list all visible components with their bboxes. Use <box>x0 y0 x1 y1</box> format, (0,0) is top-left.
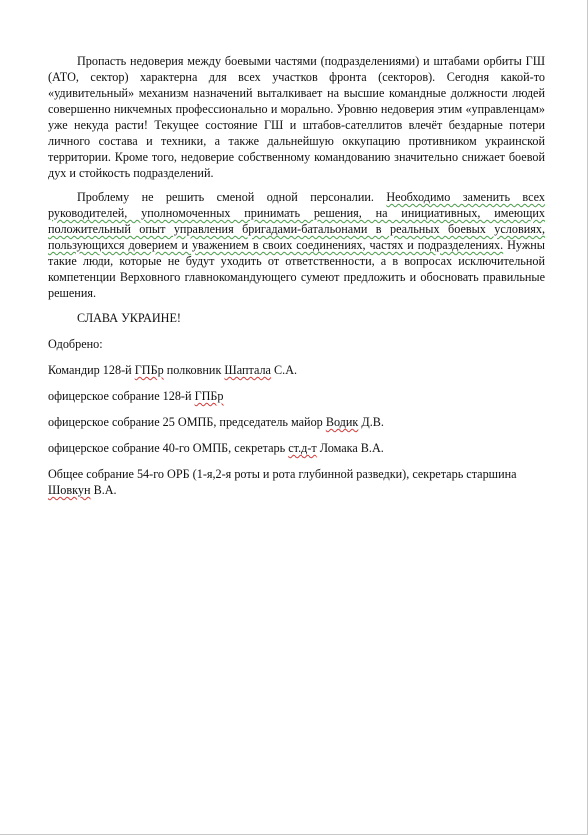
approved-label: Одобрено: <box>48 337 103 351</box>
document-body <box>48 53 545 508</box>
signature-line-3 <box>48 414 545 430</box>
sig1-part-a: Командир 128-й <box>48 363 135 377</box>
sig4-part-a: офицерское собрание 40-го ОМПБ, секретарь <box>48 441 289 455</box>
signature-line-1 <box>48 362 545 378</box>
sig2-part-a: офицерское собрание 128-й <box>48 389 195 403</box>
paragraph-2-start: Проблему не решить сменой одной персоналии. <box>77 190 387 204</box>
signature-line-4 <box>48 440 545 456</box>
sig1-part-e: С.А. <box>270 363 298 377</box>
paragraph-2-end: Нужны такие люди, которые не будут уходить от ответственности, а в вопросах исключительной компетенции Верховного главнокомандующего сумеют предложить и обосновать правильные решения. <box>48 238 545 300</box>
grammar-marked-sentence: Необходимо заменить всех руководителей, уполномоченных принимать решения, на инициативных, имеющих положительный опыт управления бригадами-батальонами в реальных боевых условиях, пользующихся доверием и уважением в своих соединениях, частях и подразделениях. <box>48 190 545 252</box>
paragraph-1: Пропасть недоверия между боевыми частями (подразделениями) и штабами орбиты ГШ (АТО, сектор) характерна для всех участков фронта (секторов). Сегодня какой-то «удивительный» механизм назначений выталкивает на высшие командные должности людей совершенно никчемных профессионально и морально. Уровню недоверия этим «управленцам» уже некуда расти! Текущее состояние ГШ и штабов-сателлитов влечёт бездарные потери личного состава и техники, а также дальнейшую оккупацию противником украинской территории. Кроме того, недоверие собственному командованию значительно снижает боевой дух и стойкость подразделений. <box>48 54 545 180</box>
sig3-part-a: офицерское собрание 25 ОМПБ, председатель майор <box>48 415 326 429</box>
sig2-spell-marked: ГПБр <box>194 389 224 403</box>
sig4-spell-marked: ст.д-т <box>288 441 317 455</box>
paragraph-2 <box>48 189 545 301</box>
sig5-part-c: В.А. <box>90 483 117 497</box>
sig3-spell-marked: Водик <box>325 415 359 429</box>
sig4-part-c: Ломака В.А. <box>316 441 384 455</box>
sig3-part-c: Д.В. <box>358 415 384 429</box>
sig5-spell-marked: Шовкун <box>48 483 91 497</box>
signature-line-5 <box>48 466 545 498</box>
sig1-spell-marked-2: Шаптала <box>224 363 271 377</box>
sig1-spell-marked-1: ГПБр <box>134 363 164 377</box>
slogan: СЛАВА УКРАИНЕ! <box>77 311 181 325</box>
sig1-part-c: полковник <box>163 363 225 377</box>
sig5-part-a: Общее собрание 54-го ОРБ (1-я,2-я роты и рота глубинной разведки), секретарь старшина <box>48 467 517 481</box>
signature-line-2 <box>48 388 545 404</box>
